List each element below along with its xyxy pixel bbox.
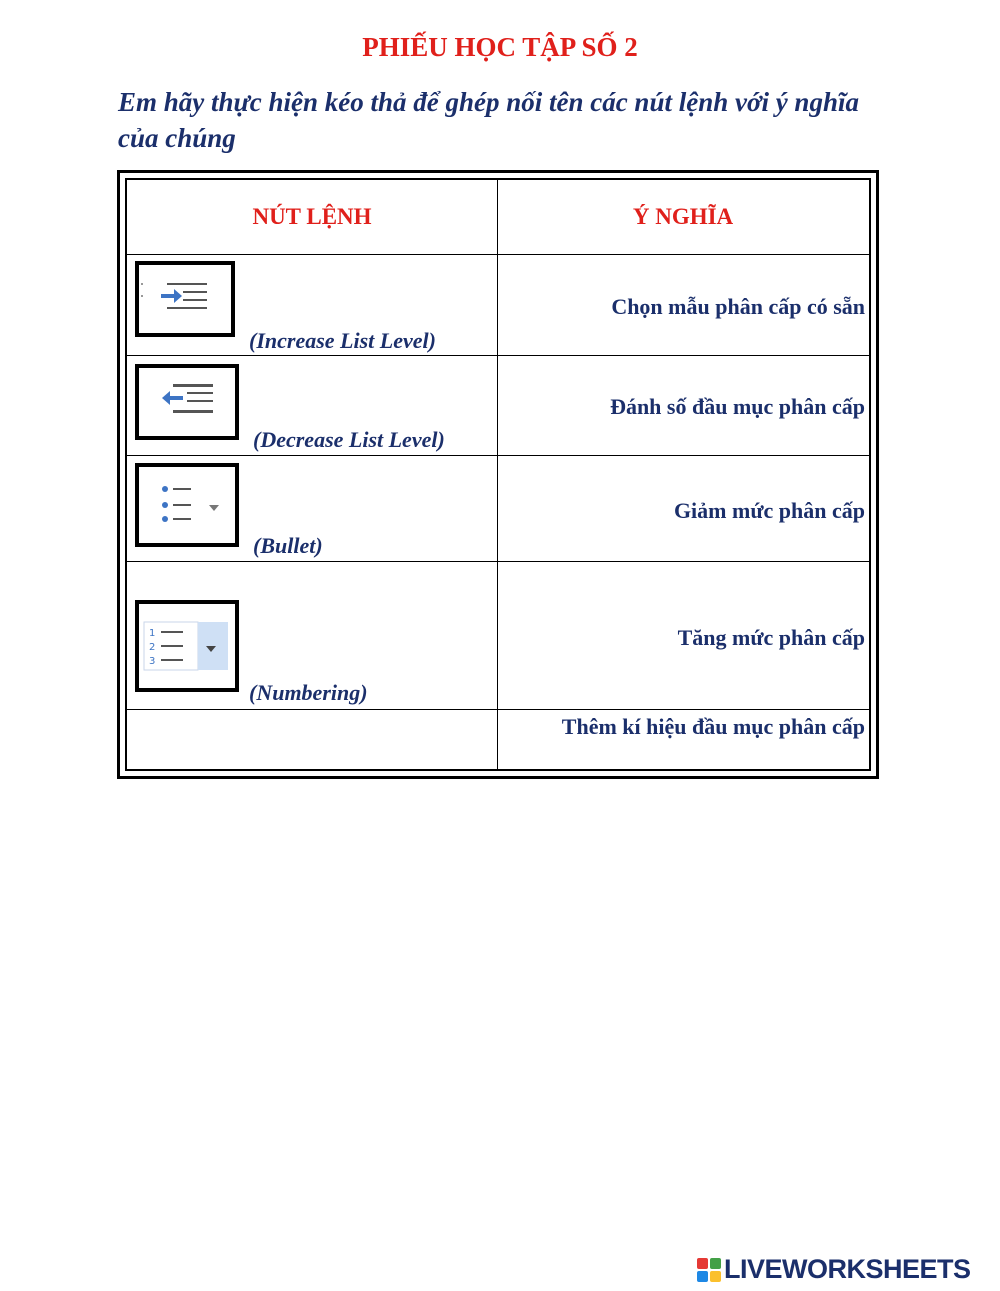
header-command: NÚT LỆNH <box>252 204 372 229</box>
numbered-list-icon <box>139 604 235 688</box>
decrease-indent-button[interactable] <box>135 364 239 440</box>
row-divider <box>127 355 869 356</box>
caption-decrease-list-level: (Decrease List Level) <box>253 427 445 452</box>
row-divider <box>127 254 869 255</box>
matching-table <box>117 170 879 779</box>
svg-text:1: 1 <box>149 628 156 639</box>
row-divider <box>127 709 869 710</box>
brand-name: LIVEWORKSHEETS <box>724 1254 971 1284</box>
decrease-indent-icon <box>139 368 235 436</box>
liveworksheets-mark-icon <box>697 1258 721 1282</box>
bullet-list-button[interactable] <box>135 463 239 547</box>
caption-increase-list-level: (Increase List Level) <box>249 328 436 353</box>
meaning-item[interactable]: Thêm kí hiệu đầu mục phân cấp <box>561 714 865 739</box>
meaning-item[interactable]: Giảm mức phân cấp <box>673 498 865 523</box>
column-divider <box>497 180 498 769</box>
meaning-item[interactable]: Tăng mức phân cấp <box>677 625 865 650</box>
header-meaning: Ý NGHĨA <box>632 204 734 229</box>
caption-numbering: (Numbering) <box>249 680 368 705</box>
svg-text:2: 2 <box>149 642 156 653</box>
increase-indent-button[interactable] <box>135 261 235 337</box>
meaning-item[interactable]: Đánh số đầu mục phân cấp <box>610 394 865 419</box>
liveworksheets-logo <box>697 1254 971 1285</box>
caption-bullet: (Bullet) <box>253 533 323 558</box>
meaning-item[interactable]: Chọn mẫu phân cấp có sẵn <box>611 294 865 319</box>
numbered-list-button[interactable] <box>135 600 239 692</box>
row-divider <box>127 455 869 456</box>
increase-indent-icon <box>139 265 231 333</box>
matching-table-inner <box>125 178 871 771</box>
instruction-text: Em hãy thực hiện kéo thả để ghép nối tên các nút lệnh với ý nghĩa của chúng <box>118 87 859 153</box>
bullet-list-icon <box>139 467 235 543</box>
page-title: PHIẾU HỌC TẬP SỐ 2 <box>362 32 638 62</box>
svg-text:3: 3 <box>149 656 156 667</box>
row-divider <box>127 561 869 562</box>
